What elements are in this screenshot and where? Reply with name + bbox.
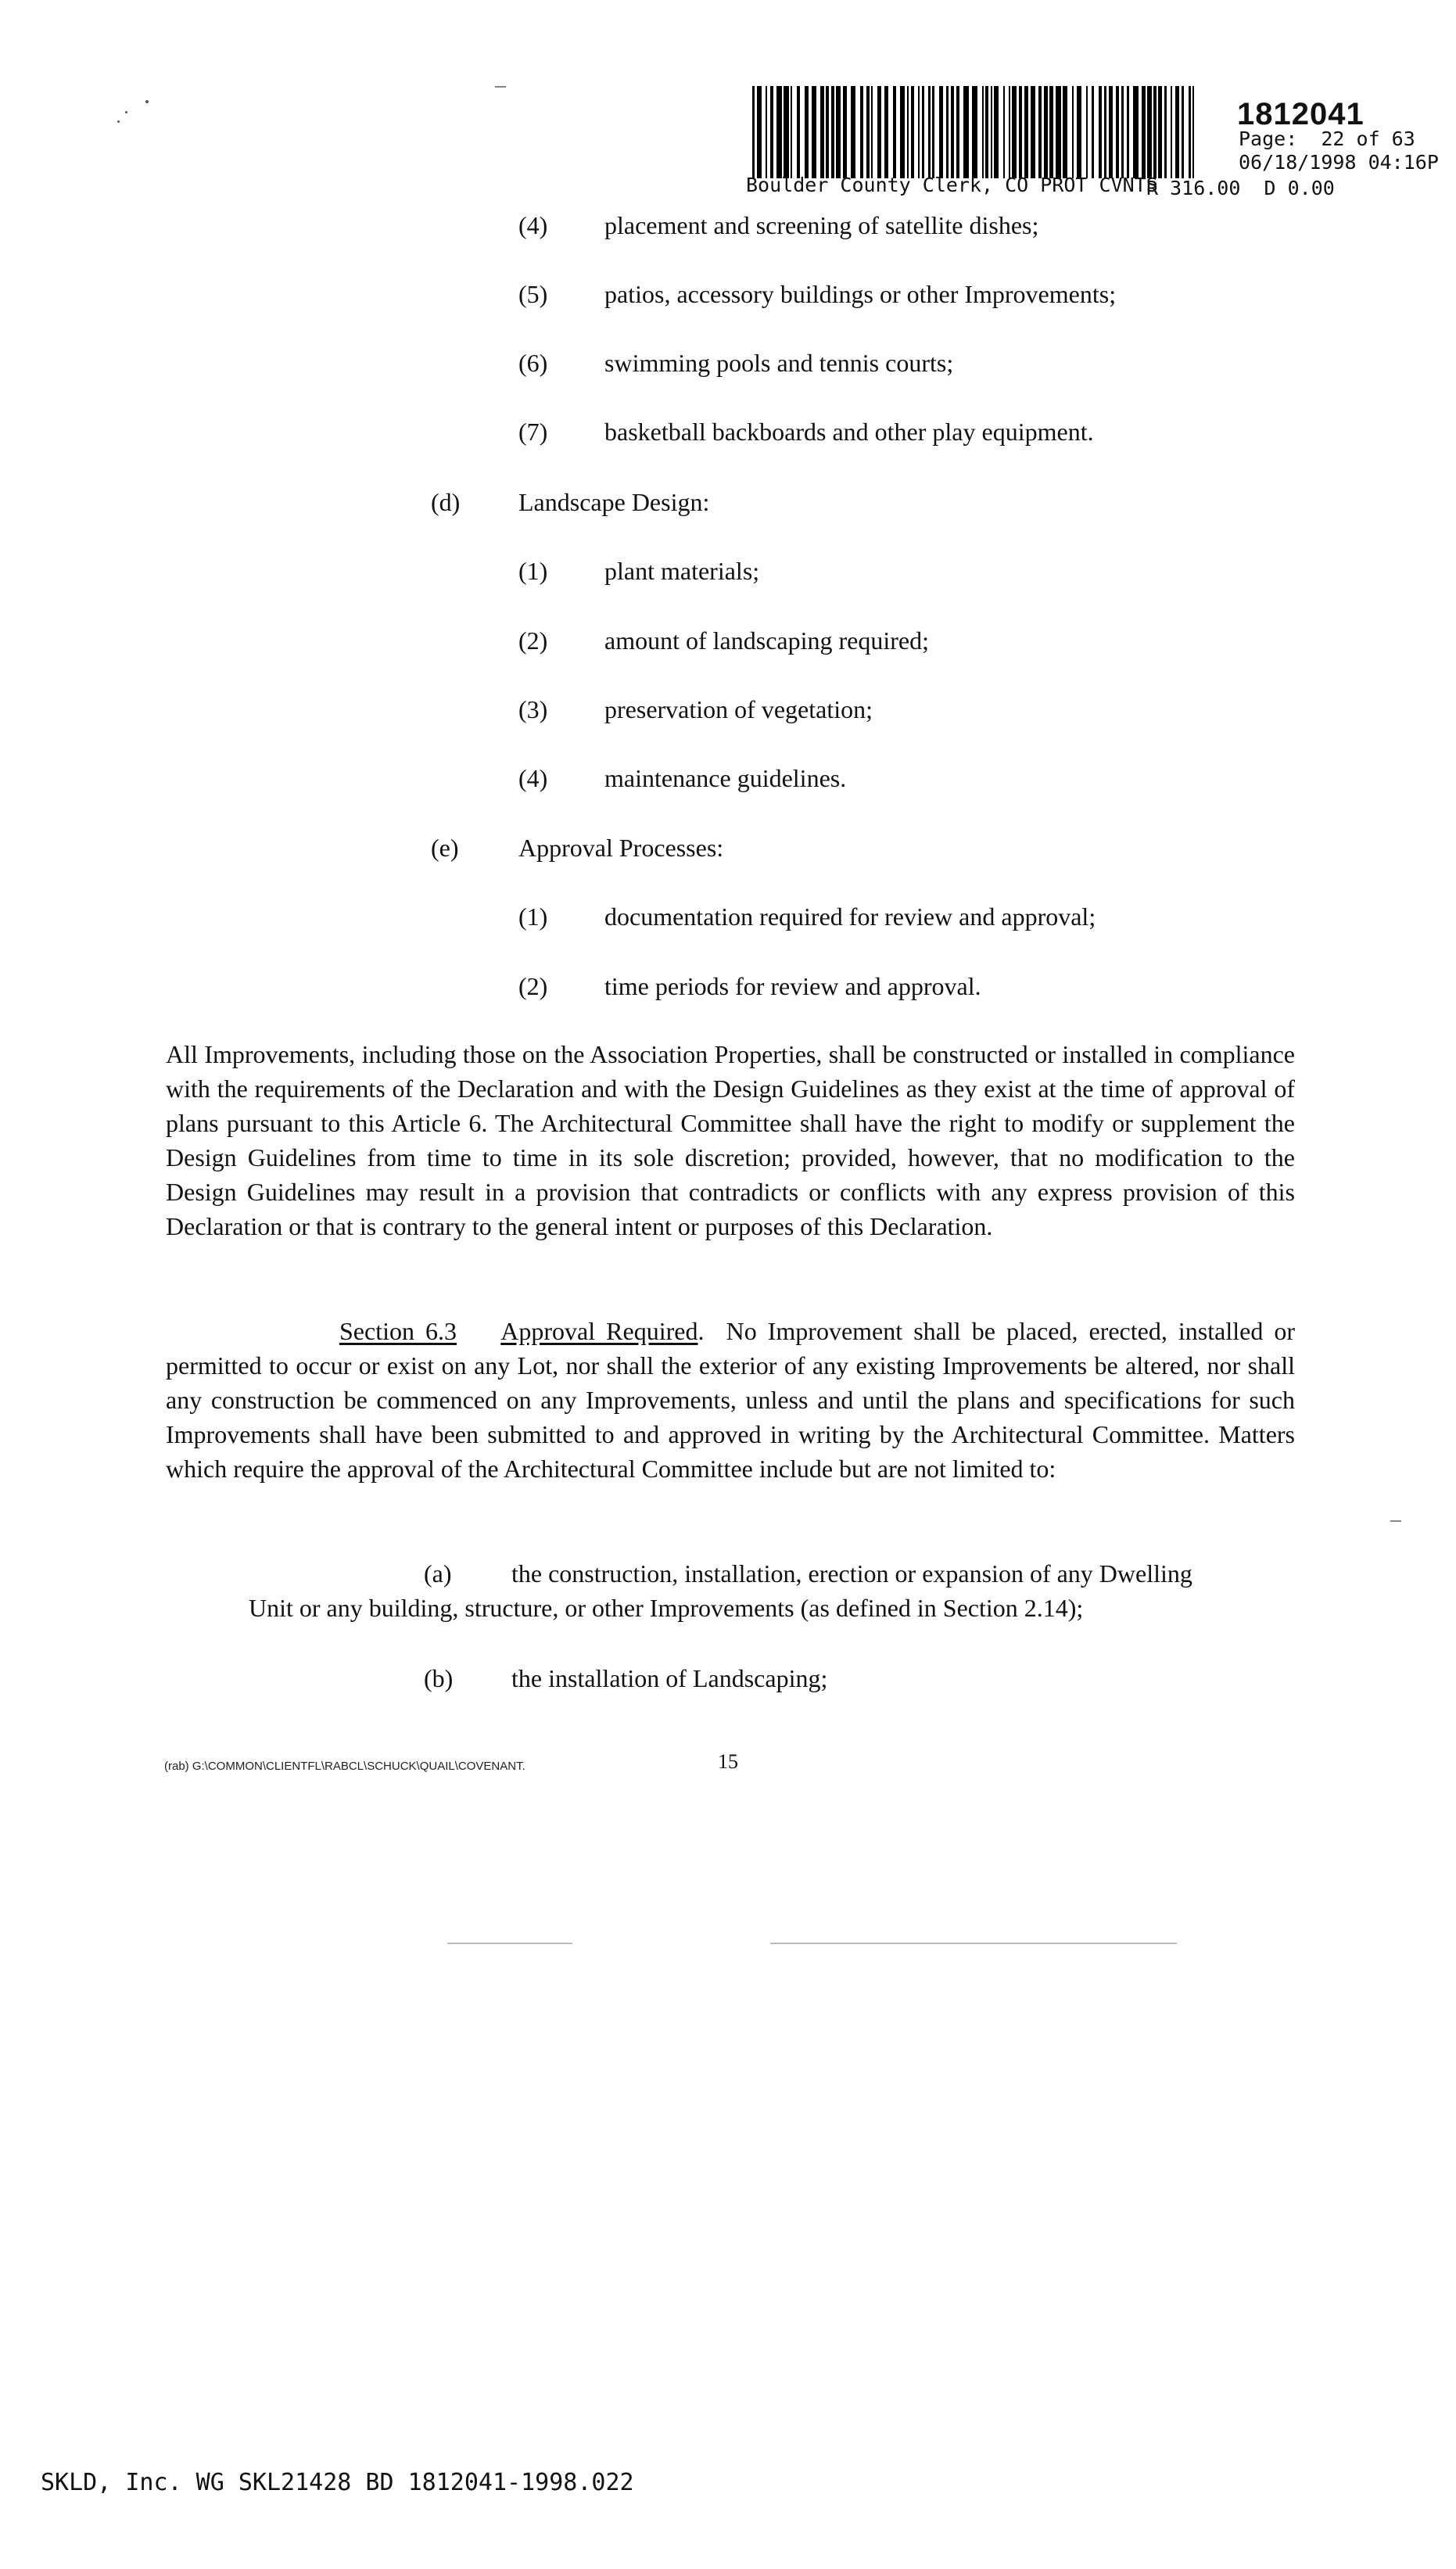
barcode-bar: [1056, 86, 1061, 178]
scan-mark: [770, 1943, 1177, 1944]
item-text: patios, accessory buildings or other Improvements;: [604, 280, 1117, 308]
item-number: (e): [431, 834, 459, 862]
barcode-bar: [1164, 86, 1167, 178]
barcode-bar: [1147, 86, 1152, 178]
barcode-bar: [900, 86, 905, 178]
item-text: the construction, installation, erection or expansion of any Dwelling: [511, 1559, 1192, 1588]
item-text: placement and screening of satellite dishes;: [604, 211, 1039, 239]
barcode-bar: [1063, 86, 1067, 178]
barcode-bar: [860, 86, 863, 178]
barcode-bar: [1012, 86, 1017, 178]
stamp-clerk-line: Boulder County Clerk, CO PROT CVNTS: [746, 174, 1158, 196]
section-title: Approval Required: [500, 1317, 698, 1345]
barcode-bar: [1024, 86, 1028, 178]
section-number: Section 6.3: [339, 1317, 457, 1345]
barcode-bar: [1175, 86, 1179, 178]
list-item: [518, 623, 929, 658]
item-number: (7): [518, 418, 548, 446]
scan-mark: [1390, 1520, 1401, 1522]
barcode-bar: [877, 86, 881, 178]
page-number: 15: [718, 1750, 738, 1773]
scan-speck: [125, 111, 127, 113]
item-text: Approval Processes:: [518, 834, 724, 862]
barcode-bar: [1077, 86, 1081, 178]
item-text: the installation of Landscaping;: [511, 1664, 828, 1692]
barcode-bar: [836, 86, 841, 178]
list-item: [518, 346, 954, 380]
barcode-bar: [951, 86, 954, 178]
scan-mark: [495, 86, 506, 88]
scan-speck: [117, 120, 120, 123]
barcode-bar: [972, 86, 977, 178]
list-heading: [431, 831, 724, 865]
barcode-bar: [1142, 86, 1146, 178]
file-path: (rab) G:\COMMON\CLIENTFL\RABCL\SCHUCK\QUAIL\COVENANT.: [164, 1760, 525, 1773]
scan-mark: [447, 1943, 572, 1944]
section-body: No Improvement shall be placed, erected, installed or permitted to occur or exist on any Lot, nor shall the exterior of any existing Improvements be altered, nor shall any construction be commenced on any Improvements, unless and until the plans and specifications for such Improvements shall have been submitted to and approved in writing by the Architectural Committee. Matters which require the approval of the Architectural Committee include but are not limited to:: [166, 1317, 1296, 1483]
item-text: time periods for review and approval.: [604, 972, 981, 1000]
list-item: [518, 899, 1096, 934]
item-number: (4): [518, 211, 548, 239]
list-heading: [431, 485, 710, 519]
barcode-bar: [1192, 86, 1194, 178]
barcode-bar: [893, 86, 896, 178]
barcode-bar: [851, 86, 855, 178]
item-number: (5): [518, 280, 548, 308]
list-item: [518, 414, 1094, 449]
document-number: 1812041: [1237, 97, 1365, 131]
item-text: amount of landscaping required;: [604, 626, 929, 655]
item-number: (2): [518, 972, 548, 1000]
item-number: (2): [518, 626, 548, 655]
barcode-bar: [907, 86, 909, 178]
section-title-period: .: [698, 1317, 705, 1345]
item-number: (b): [424, 1664, 454, 1692]
barcode-bar: [791, 86, 792, 178]
barcode-bar: [843, 86, 847, 178]
barcode-bar: [1009, 86, 1010, 178]
barcode-bar: [757, 86, 762, 178]
barcode-bar: [1031, 86, 1035, 178]
barcode-bar: [1153, 86, 1157, 178]
barcode-bar: [1072, 86, 1074, 178]
barcode-bar: [911, 86, 914, 178]
barcode-bar: [1109, 86, 1113, 178]
barcode-bar: [1127, 86, 1129, 178]
barcode-bar: [766, 86, 767, 178]
improvements-paragraph: All Improvements, including those on the Association Properties, shall be constructed or installed in compliance with the requirements of the Declaration and with the Design Guidelines as they exist at the time of approval of plans pursuant to this Article 6. The Architectural Committee shall have the right to modify or supplement the Design Guidelines from time to time in its sole discretion; provided, however, that no modification to the Design Guidelines may result in a provision that contradicts or conflicts with any express provision of this Declaration or that is contrary to the general intent or purposes of this Declaration.: [166, 1040, 1295, 1240]
stamp-date-line: 06/18/1998 04:16P: [1239, 151, 1439, 174]
barcode-bar: [812, 86, 816, 178]
list-item: [518, 208, 1039, 242]
barcode-bar: [1133, 86, 1139, 178]
barcode-bar: [939, 86, 943, 178]
barcode-bar: [866, 86, 870, 178]
item-number: (d): [431, 488, 461, 516]
barcode-bar: [985, 86, 988, 178]
section-6-3-paragraph: [166, 1314, 1295, 1486]
barcode-bar: [1116, 86, 1119, 178]
item-text: basketball backboards and other play equipment.: [604, 418, 1094, 446]
barcode-bar: [928, 86, 931, 178]
item-number: (1): [518, 902, 548, 931]
sub-item-continuation: Unit or any building, structure, or other Improvements (as defined in Section 2.14);: [249, 1594, 1084, 1622]
barcode-bar: [922, 86, 924, 178]
barcode-bar: [826, 86, 829, 178]
barcode-bar: [820, 86, 824, 178]
scan-speck: [145, 100, 149, 103]
item-number: (a): [424, 1559, 452, 1588]
barcode-bar: [770, 86, 773, 178]
barcode-bar: [1158, 86, 1162, 178]
list-item: [518, 692, 873, 727]
barcode-bar: [805, 86, 809, 178]
vendor-line: SKLD, Inc. WG SKL21428 BD 1812041-1998.022: [41, 2469, 634, 2496]
stamp-page-line: Page: 22 of 63: [1239, 127, 1415, 150]
barcode-bar: [1171, 86, 1172, 178]
item-number: (4): [518, 764, 548, 792]
item-text: preservation of vegetation;: [604, 695, 873, 723]
item-text: documentation required for review and approval;: [604, 902, 1096, 931]
barcode-bar: [1038, 86, 1042, 178]
sub-item: [424, 1556, 1192, 1591]
barcode-bar: [963, 86, 969, 178]
barcode-bar: [831, 86, 834, 178]
list-item: [518, 969, 981, 1003]
barcode-bar: [1086, 86, 1088, 178]
barcode-bar: [991, 86, 992, 178]
barcode-bar: [776, 86, 782, 178]
stamp-fees-line: R 316.00 D 0.00: [1146, 177, 1335, 199]
barcode-bar: [784, 86, 789, 178]
item-text: maintenance guidelines.: [604, 764, 847, 792]
barcode-bar: [1189, 86, 1191, 178]
sub-item: [424, 1661, 828, 1695]
barcode-bar: [752, 86, 755, 178]
item-number: (3): [518, 695, 548, 723]
barcode-bar: [797, 86, 800, 178]
item-text: Landscape Design:: [518, 488, 710, 516]
barcode-bar: [918, 86, 920, 178]
list-item: [518, 554, 760, 588]
item-number: (1): [518, 557, 548, 585]
barcode-bar: [1092, 86, 1094, 178]
barcode-bar: [1121, 86, 1124, 178]
item-number: (6): [518, 349, 548, 377]
barcode-bar: [1003, 86, 1005, 178]
barcode-bar: [871, 86, 873, 178]
barcode-bar: [1099, 86, 1102, 178]
barcode-bar: [1044, 86, 1048, 178]
barcode-bar: [1019, 86, 1022, 178]
barcode-bar: [956, 86, 959, 178]
barcode-bar: [884, 86, 888, 178]
list-item: [518, 761, 847, 795]
barcode-bar: [994, 86, 999, 178]
barcode-bar: [1182, 86, 1184, 178]
barcode-bar: [1049, 86, 1053, 178]
barcode: [752, 86, 1203, 178]
item-text: plant materials;: [604, 557, 760, 585]
barcode-bar: [982, 86, 984, 178]
list-item: [518, 277, 1117, 311]
item-text: swimming pools and tennis courts;: [604, 349, 954, 377]
barcode-bar: [932, 86, 934, 178]
barcode-bar: [1104, 86, 1106, 178]
barcode-bar: [946, 86, 949, 178]
